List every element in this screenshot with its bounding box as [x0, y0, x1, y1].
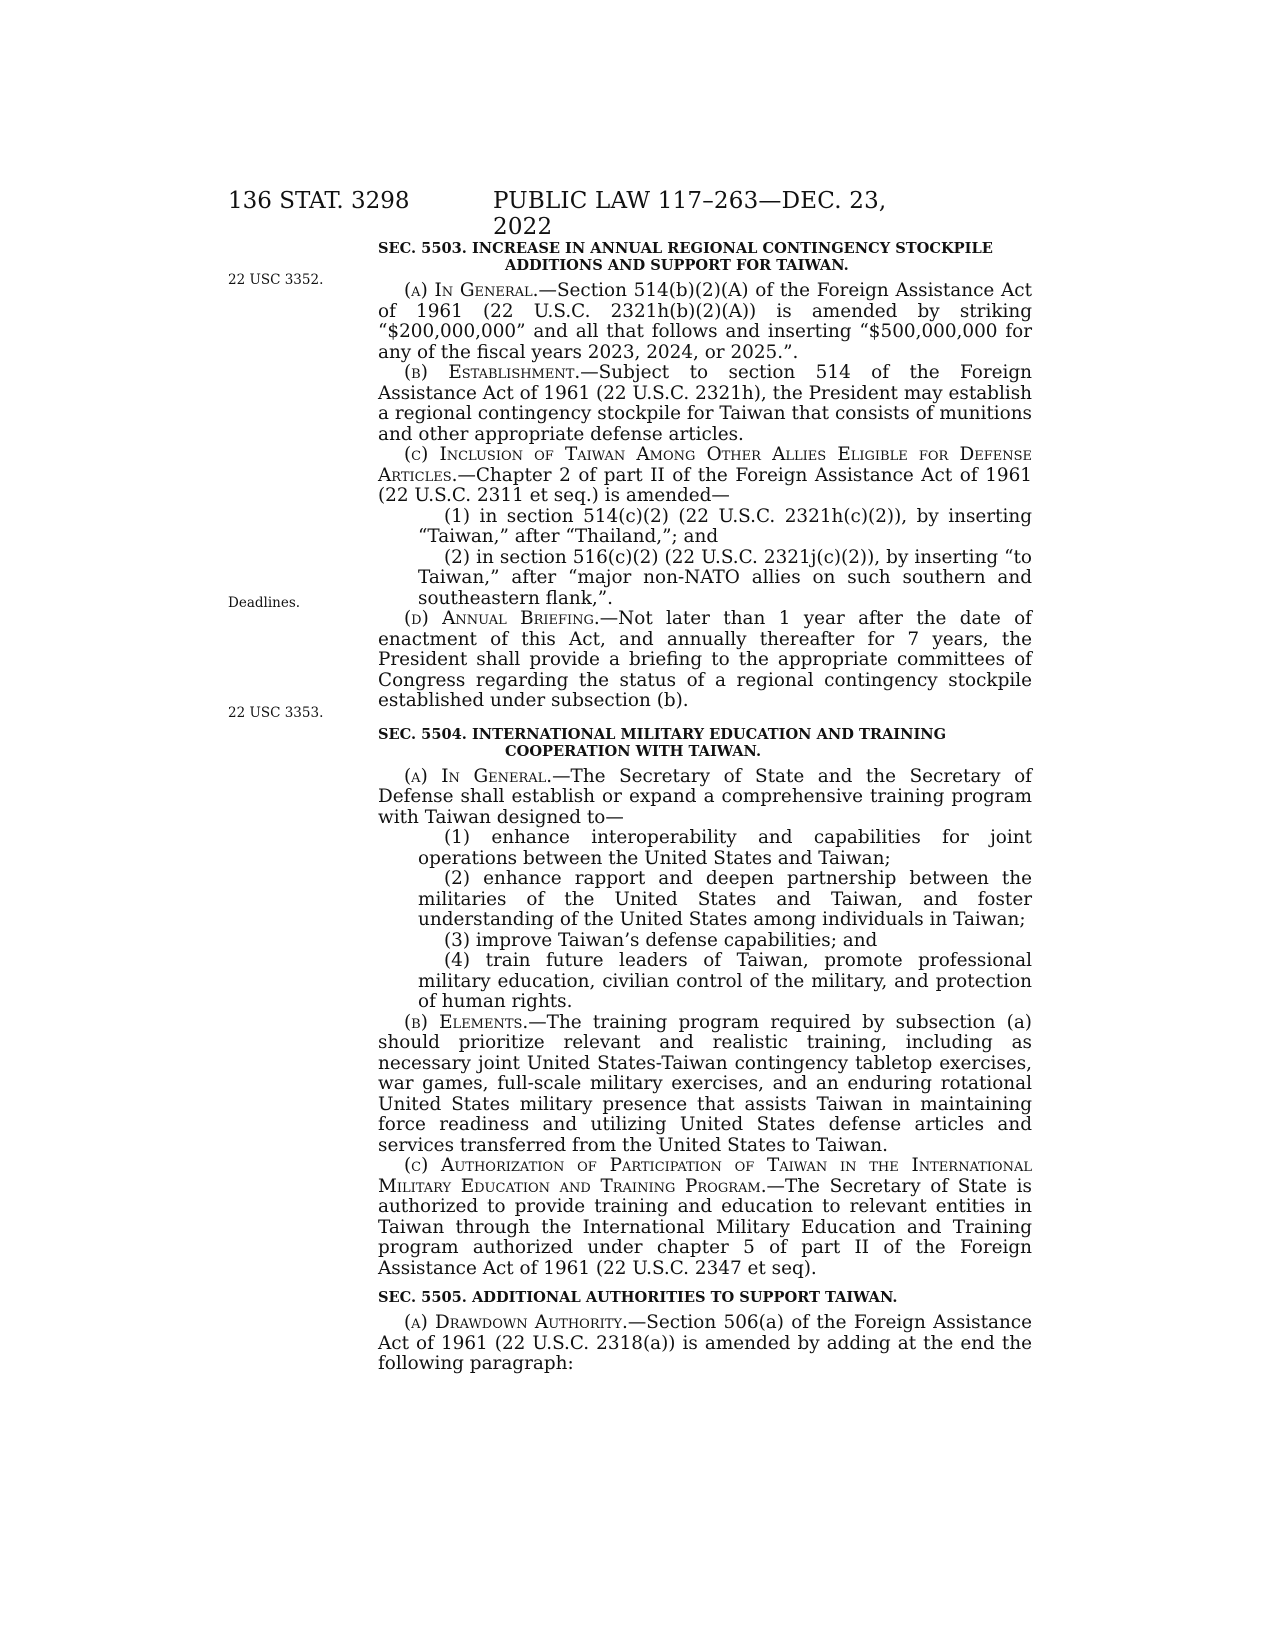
subsection-text: —Not later than 1 year after the date of enactment of this Act, and annually thereafter for 7 years, the President shall provide a briefing to the appropriate committees of Congress regarding the status of a regional contingency stockpile established under subsection (b).: [378, 608, 1032, 711]
section-heading-line: ADDITIONS AND SUPPORT FOR TAIWAN.: [505, 257, 849, 274]
section-5505-heading: [378, 1289, 1032, 1306]
section-heading-line: COOPERATION WITH TAIWAN.: [505, 742, 762, 760]
subsection-text: —The Secretary of State is authorized to provide training and education to relevant entities in Taiwan through the International Military Education and Training program authorized under chapter 5 of part II of the Foreign Assistance Act of 1961 (22 U.S.C. 2347 et seq).: [378, 1175, 1032, 1279]
subsection-label: (c) Authorization of Participation of Taiwan in the International Military Education and Training Program.: [378, 1155, 1032, 1197]
subsection-label: (b) Establishment.: [404, 362, 581, 383]
section-5504-heading: [378, 726, 1032, 760]
margin-note-22-usc-3353: 22 USC 3353.: [228, 705, 324, 721]
subsection-label: (b) Elements.: [404, 1011, 529, 1033]
margin-note-deadlines: Deadlines.: [228, 595, 301, 611]
sec5504-a-paragraph-4: (4) train future leaders of Taiwan, promote professional military education, civilian control of the military, and protection of human rights.: [418, 950, 1032, 1012]
sec5504-subsection-b: [378, 1013, 1032, 1157]
subsection-text: —The Secretary of State and the Secretary of Defense shall establish or expand a comprehensive training program with Taiwan designed to—: [378, 765, 1032, 828]
sec5503-c-paragraph-2: (2) in section 516(c)(2) (22 U.S.C. 2321j(c)(2)), by inserting “to Taiwan,” after “major non-NATO allies on such southern and southeastern flank,”.: [418, 546, 1032, 609]
margin-note-22-usc-3352: 22 USC 3352.: [228, 272, 324, 288]
sec5504-subsection-a: [378, 767, 1032, 829]
subsection-text: —The training program required by subsection (a) should prioritize relevant and realistic training, including as necessary joint United States-Taiwan contingency tabletop exercises, war games, full-scale military exercises, and an enduring rotational United States military presence that assists Taiwan in maintaining force readiness and utilizing United States defense articles and services transferred from the United States to Taiwan.: [378, 1011, 1032, 1156]
public-law-title: PUBLIC LAW 117–263—DEC. 23, 2022: [493, 188, 887, 240]
subsection-label: (c) Inclusion of Taiwan Among Other Allies Eligible for Defense Articles.: [378, 444, 1032, 486]
section-5503-heading: [378, 240, 1032, 274]
sec5504-subsection-c: [378, 1156, 1032, 1279]
main-text-column: [378, 240, 1032, 1375]
subsection-text: —Subject to section 514 of the Foreign Assistance Act of 1961 (22 U.S.C. 2321h), the President may establish a regional contingency stockpile for Taiwan that consists of munitions and other appropriate defense articles.: [378, 362, 1033, 445]
section-heading-line: SEC. 5505. ADDITIONAL AUTHORITIES TO SUPPORT TAIWAN.: [378, 1289, 898, 1306]
sec5503-subsection-a: [378, 281, 1032, 363]
sec5504-a-paragraph-3: (3) improve Taiwan’s defense capabilities; and: [444, 929, 878, 951]
subsection-text: —Section 514(b)(2)(A) of the Foreign Assistance Act of 1961 (22 U.S.C. 2321h(b)(2)(A)) is amended by striking “$200,000,000” and all that follows and inserting “$500,000,000 for any of the fiscal years 2023, 2024, or 2025.”.: [378, 280, 1033, 363]
subsection-label: (a) In General.: [404, 765, 553, 787]
sec5503-subsection-c: [378, 445, 1032, 507]
section-heading-line: SEC. 5504. INTERNATIONAL MILITARY EDUCATION AND TRAINING: [378, 725, 947, 743]
subsection-text: —Section 506(a) of the Foreign Assistance Act of 1961 (22 U.S.C. 2318(a)) is amended by adding at the end the following paragraph:: [378, 1312, 1032, 1374]
sec5503-subsection-d: [378, 609, 1032, 712]
sec5503-c-paragraph-1: (1) in section 514(c)(2) (22 U.S.C. 2321h(c)(2)), by inserting “Taiwan,” after “Thailand,”; and: [418, 505, 1032, 547]
sec5504-a-paragraph-2: (2) enhance rapport and deepen partnership between the militaries of the United States and Taiwan, and foster understanding of the United States among individuals in Taiwan;: [418, 868, 1032, 930]
sec5504-a-paragraph-1: (1) enhance interoperability and capabilities for joint operations between the United States and Taiwan;: [418, 827, 1032, 869]
section-heading-line: SEC. 5503. INCREASE IN ANNUAL REGIONAL CONTINGENCY STOCKPILE: [378, 240, 993, 257]
subsection-label: (a) In General.: [404, 280, 539, 301]
page-header: [228, 188, 928, 240]
sec5503-subsection-b: [378, 363, 1032, 445]
stat-page-number: 136 STAT. 3298: [228, 188, 410, 214]
subsection-text: —Chapter 2 of part II of the Foreign Assistance Act of 1961 (22 U.S.C. 2311 et seq.) is amended—: [378, 464, 1032, 506]
subsection-label: (a) Drawdown Authority.: [404, 1312, 628, 1333]
subsection-label: (d) Annual Briefing.: [404, 608, 600, 629]
sec5505-subsection-a: [378, 1313, 1032, 1375]
